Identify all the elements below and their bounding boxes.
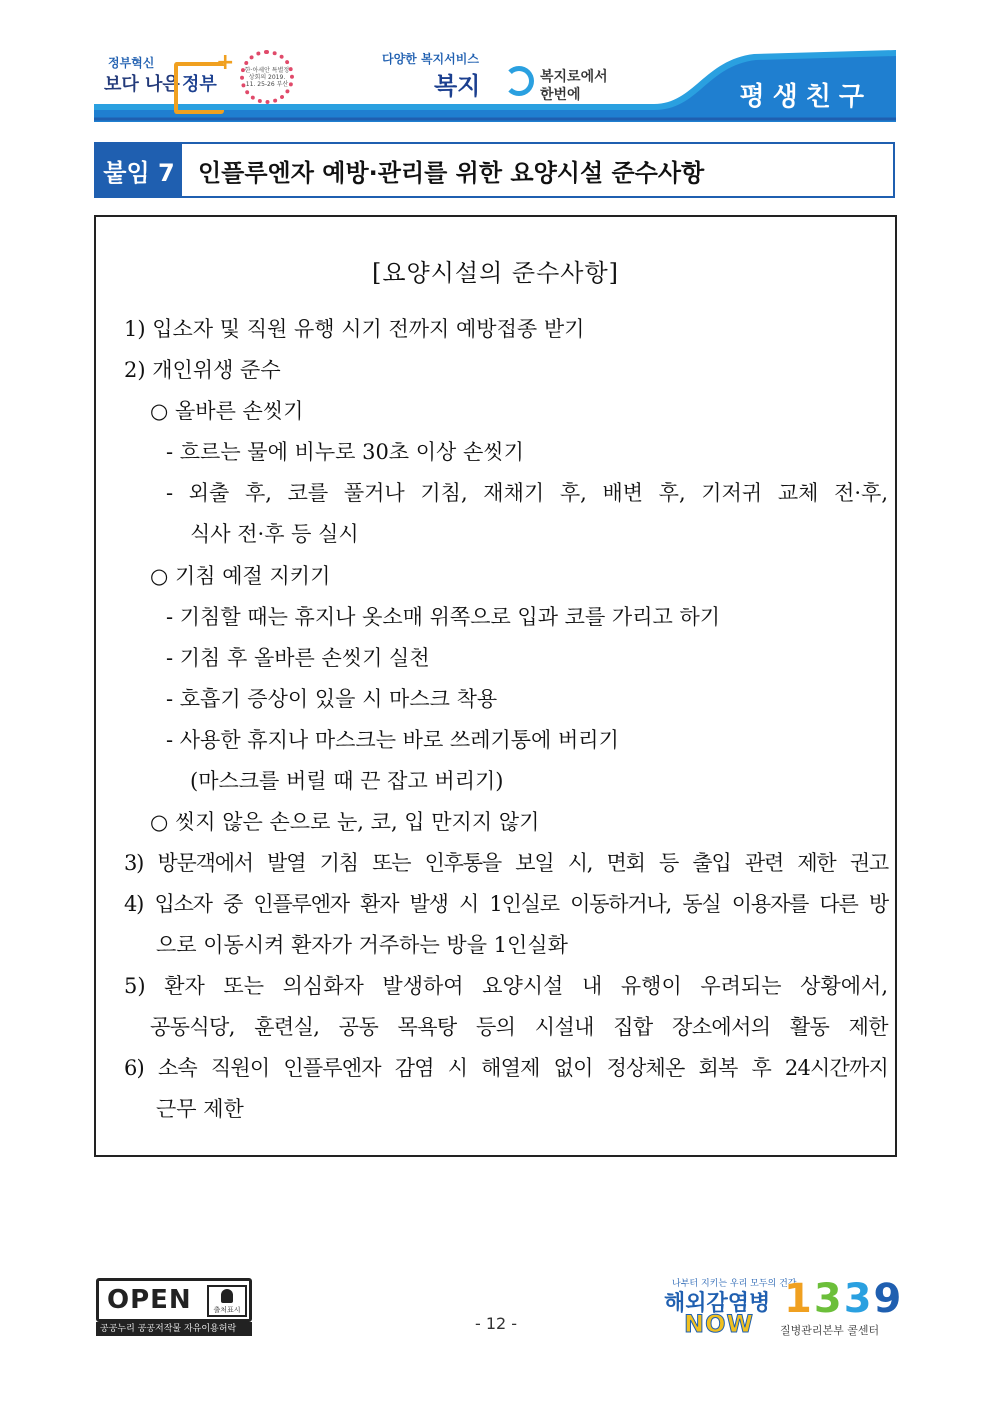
guideline-line: 5) 환자 또는 의심화자 발생하여 요양시설 내 유행이 우려되는 상황에서, [124,974,888,998]
gov-logo-bracket-text: 정부 [182,74,217,95]
guideline-line: ○ 씻지 않은 손으로 눈, 코, 입 만지지 않기 [150,810,540,834]
guideline-line: 근무 제한 [156,1097,244,1121]
hotline-digit: 1 [784,1276,814,1322]
guideline-line: 으로 이동시켜 환자가 거주하는 방을 1인실화 [156,933,568,957]
guideline-line: ○ 기침 예절 지키기 [150,564,331,588]
plus-icon: + [216,50,235,75]
gov-logo-small-text: 정부혁신 [108,56,155,70]
attachment-label: 붙임 7 [96,144,182,196]
hotline-number [784,1276,903,1322]
guideline-line: - 사용한 휴지나 마스크는 바로 쓰레기통에 버리기 [166,728,619,752]
guideline-line: 4) 입소자 중 인플루엔자 환자 발생 시 1인실로 이동하거나, 동실 이용자를 다른 방 [124,892,888,916]
section-title: 인플루엔자 예방·관리를 위한 요양시설 준수사항 [198,158,705,187]
guideline-line: ○ 올바른 손씻기 [150,399,304,423]
bokjiro-sub-line-2: 한번에 [540,87,581,103]
header-tagline: 평생친구 [739,82,872,112]
guideline-line: 공동식당, 훈련실, 공동 목욕탕 등의 시설내 집합 장소에서의 활동 제한 [150,1015,888,1039]
guideline-line: - 외출 후, 코를 풀거나 기침, 재채기 후, 배변 후, 기저귀 교체 전·후, [166,481,888,505]
overseas-infection-now-logo [662,1276,797,1338]
open-license-strip: 공공누리 공공저작물 자유이용허락 [96,1322,252,1336]
page-number: - 12 - [474,1314,518,1333]
asean-summit-emblem [240,50,294,104]
bokjiro-sub-line-1: 복지로에서 [540,69,608,85]
open-license-text: OPEN [107,1285,192,1315]
attribution-badge-text: 출처표시 [213,1306,241,1314]
bokjiro-tag: 다양한 복지서비스 [382,52,479,66]
call-center-label: 질병관리본부 콜센터 [780,1324,880,1337]
now-logo-slogan: 나부터 지키는 우리 모두의 건강 [672,1279,797,1289]
summit-emblem-text: 한·아세안 특별정상회의 2019. 11. 25-26 부산 [244,66,290,88]
gov-innovation-logo [100,48,235,110]
hotline-digit: 3 [813,1276,844,1322]
page-header [94,40,896,122]
now-logo-title: 해외감염병 [664,1291,771,1316]
guideline-line: 1) 입소자 및 직원 유행 시기 전까지 예방접종 받기 [124,317,585,341]
swirl-icon [504,66,534,96]
gov-logo-big-text: 보다 나은 [104,74,180,95]
guideline-line: - 호흡기 증상이 있을 시 마스크 착용 [166,687,498,711]
attribution-badge [207,1285,247,1317]
guideline-line: - 기침할 때는 휴지나 옷소매 위쪽으로 입과 코를 가리고 하기 [166,605,721,629]
section-title-bar [94,142,895,198]
guideline-line: - 기침 후 올바른 손씻기 실천 [166,646,430,670]
box-heading: [요양시설의 준수사항] [371,259,619,287]
now-logo-word: NOW [684,1310,754,1338]
guideline-line: 6) 소속 직원이 인플루엔자 감염 시 해열제 없이 정상체온 회복 후 24시간까지 [124,1056,888,1080]
kcdc-1339-logo [780,1276,904,1338]
bokjiro-brand: 복지 [434,72,481,100]
guideline-line: 3) 방문객에서 발열 기침 또는 인후통을 보일 시, 면회 등 출입 관련 제한 권고 [124,851,888,875]
guideline-line: - 흐르는 물에 비누로 30초 이상 손씻기 [166,440,524,464]
guideline-line: (마스크를 버릴 때 끈 잡고 버리기) [190,769,504,793]
person-icon [221,1289,233,1303]
hotline-digit: 9 [873,1276,904,1322]
hotline-digit: 3 [843,1276,874,1322]
guideline-line: 식사 전·후 등 실시 [190,522,359,546]
bokjiro-logo [382,50,612,108]
guidelines-box [94,215,897,1157]
guideline-line: 2) 개인위생 준수 [124,358,281,382]
